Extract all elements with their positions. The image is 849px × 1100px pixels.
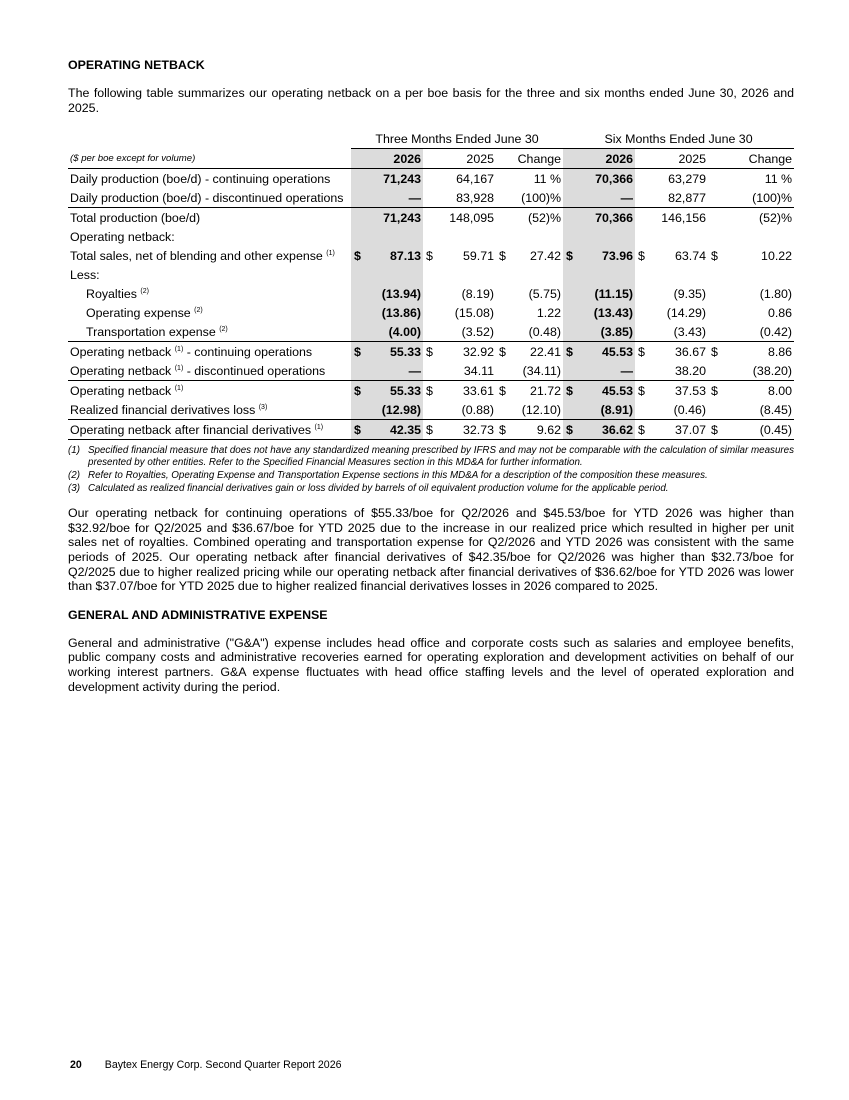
spacer-cell [708, 169, 721, 189]
cell-sch: (52)% [721, 208, 794, 228]
dollar-sign: $ [351, 381, 366, 401]
cell-sch: (1.80) [759, 286, 793, 301]
spacer-cell [635, 208, 648, 228]
cell-sch: 8.00 [721, 381, 794, 401]
col-2026-six: 2026 [578, 149, 635, 169]
cell-tch: (34.11) [522, 363, 562, 378]
table-row [68, 284, 794, 303]
cell-t25: 59.71 [462, 248, 494, 263]
cell-t26: 55.33 [366, 342, 423, 362]
spacer-cell [423, 322, 436, 342]
cell-tch: 11 % [533, 171, 562, 186]
spacer-cell [496, 400, 509, 420]
cell-tch: (100)% [521, 190, 562, 205]
dollar-sign: $ [563, 342, 578, 362]
spacer-cell [635, 265, 648, 284]
spacer-cell [563, 284, 578, 303]
dollar-sign: $ [426, 248, 433, 263]
spacer-cell [708, 322, 721, 342]
table-row [68, 227, 794, 246]
table-row [68, 381, 794, 401]
cell-tch: (52)% [509, 208, 563, 228]
cell-tch: 27.42 [530, 248, 562, 263]
col-2025-six: 2025 [648, 149, 708, 169]
dollar-sign: $ [635, 420, 648, 440]
cell-t26: (4.00) [366, 322, 423, 342]
cell-t26: 71,243 [366, 169, 423, 189]
row-label: Daily production (boe/d) - discontinued operations [70, 190, 344, 205]
table-row [68, 246, 794, 265]
dollar-sign: $ [563, 246, 578, 265]
footnote-number: (1) [68, 445, 80, 457]
spacer-cell [496, 303, 509, 322]
cell-tch: (5.75) [528, 286, 562, 301]
cell-t25: (0.88) [461, 402, 494, 417]
spacer-cell [351, 322, 366, 342]
dollar-sign: $ [351, 342, 366, 362]
cell-s25: 37.53 [648, 381, 708, 401]
footnote [68, 445, 794, 469]
spacer-cell [496, 322, 509, 342]
table-row [68, 169, 794, 189]
cell-sch: (38.20) [752, 363, 793, 378]
cell-s26: 45.53 [578, 342, 635, 362]
dollar-sign: $ [635, 381, 648, 401]
spacer-cell [563, 361, 578, 381]
cell-t25: (3.52) [436, 322, 496, 342]
spacer-cell [635, 188, 648, 208]
cell-sch: (0.45) [721, 420, 794, 440]
row-label: Realized financial derivatives loss $^{(3)}$ [70, 402, 268, 417]
section-heading-ga-expense: GENERAL AND ADMINISTRATIVE EXPENSE [68, 607, 328, 622]
dollar-sign: $ [351, 420, 366, 440]
cell-s25: 38.20 [675, 363, 707, 378]
spacer-cell [351, 227, 366, 246]
spacer-cell [423, 188, 436, 208]
dollar-sign: $ [563, 420, 578, 440]
cell-sch: (8.45) [759, 402, 793, 417]
spacer-cell [423, 169, 436, 189]
spacer-cell [708, 227, 721, 246]
table-row [68, 208, 794, 228]
spacer-cell [563, 208, 578, 228]
operating-netback-table [68, 129, 794, 440]
page-footer [70, 1059, 341, 1071]
col-change-six: Change [721, 149, 794, 169]
row-label: Operating netback $^{(1)}$ [68, 381, 351, 401]
cell-s26: (3.85) [578, 322, 635, 342]
spacer-cell [496, 208, 509, 228]
cell-t25: (8.19) [461, 286, 494, 301]
cell-s26: 70,366 [578, 169, 635, 189]
spacer-cell [635, 361, 648, 381]
spacer-cell [635, 322, 648, 342]
cell-tch: 1.22 [536, 305, 562, 320]
cell-t26 [366, 265, 423, 284]
cell-sch [721, 265, 794, 284]
dollar-sign: $ [496, 381, 509, 401]
dollar-sign: $ [423, 381, 436, 401]
cell-t26: (13.86) [366, 303, 423, 322]
spacer-cell [708, 265, 721, 284]
cell-tch: 22.41 [509, 342, 563, 362]
cell-tch: (0.48) [509, 322, 563, 342]
footnote-text: Specified financial measure that does not have any standardized meaning prescribed by IFRS and may not be comparable with the calculation of similar measures presented by other entities. Refer to the Specified Financial Measures section in this MD&A for further information. [88, 445, 794, 469]
cell-s25: (14.29) [666, 305, 707, 320]
unit-label: ($ per boe except for volume) [68, 149, 351, 169]
cell-sch: 11 % [764, 171, 793, 186]
cell-s26: — [578, 361, 635, 381]
row-label: Total sales, net of blending and other expense $^{(1)}$ [70, 248, 335, 263]
spacer-cell [635, 303, 648, 322]
cell-tch: 9.62 [509, 420, 563, 440]
cell-s26: 70,366 [578, 208, 635, 228]
footnote-number: (2) [68, 470, 80, 482]
spacer-cell [708, 303, 721, 322]
cell-t25: 34.11 [463, 363, 494, 378]
spacer-cell [708, 208, 721, 228]
cell-s26: (11.15) [578, 284, 635, 303]
cell-s25 [648, 227, 708, 246]
dollar-sign: $ [708, 420, 721, 440]
spacer-cell [496, 227, 509, 246]
cell-sch: (0.42) [721, 322, 794, 342]
row-label: Operating netback $^{(1)}$ - discontinued operations [70, 363, 326, 378]
spacer-cell [708, 188, 721, 208]
cell-tch [509, 265, 563, 284]
footnote-number: (3) [68, 483, 80, 495]
cell-s26: 36.62 [578, 420, 635, 440]
spacer-cell [563, 169, 578, 189]
spacer-cell [423, 400, 436, 420]
spacer-cell [496, 284, 509, 303]
row-label: Transportation expense $^{(2)}$ [68, 322, 351, 342]
spacer-cell [563, 322, 578, 342]
cell-s26 [578, 265, 635, 284]
spacer-cell [423, 265, 436, 284]
ga-expense-paragraph: General and administrative ("G&A") expense includes head office and corporate costs such as salaries and employee benefits, public company costs and administrative recoveries earned for operating exploration and development activities on behalf of our working interest partners. G&A expense fluctuates with head office staffing levels and the level of operated exploration and development activity during the period. [68, 635, 794, 694]
cell-s25: 146,156 [648, 208, 708, 228]
spacer-cell [351, 361, 366, 381]
cell-t25: 83,928 [456, 190, 494, 205]
spacer-cell [423, 361, 436, 381]
row-label: Operating netback: [70, 229, 175, 244]
spacer-cell [563, 227, 578, 246]
table-row [68, 400, 794, 420]
spacer-cell [351, 400, 366, 420]
cell-t26: (12.98) [366, 400, 423, 420]
spacer-cell [708, 361, 721, 381]
document-page [68, 58, 794, 694]
dollar-sign: $ [638, 248, 645, 263]
cell-t26: 71,243 [366, 208, 423, 228]
dollar-sign: $ [708, 342, 721, 362]
table-row [68, 361, 794, 381]
spacer-cell [351, 284, 366, 303]
spacer-cell [708, 400, 721, 420]
spacer-cell [496, 188, 509, 208]
cell-s26: (8.91) [578, 400, 635, 420]
spacer-cell [635, 400, 648, 420]
report-title: Baytex Energy Corp. Second Quarter Report 2026 [104, 1059, 342, 1071]
row-label: Royalties $^{(2)}$ [86, 286, 149, 301]
cell-s25: 36.67 [648, 342, 708, 362]
spacer-cell [351, 303, 366, 322]
cell-t25: (15.08) [454, 305, 494, 320]
col-change-three: Change [509, 149, 563, 169]
row-label: Less: [70, 267, 100, 282]
spacer-cell [563, 303, 578, 322]
footnote [68, 470, 794, 482]
cell-t25: 148,095 [436, 208, 496, 228]
row-label: Operating expense $^{(2)}$ [86, 305, 203, 320]
cell-t26: — [366, 188, 423, 208]
cell-tch: (12.10) [521, 402, 562, 417]
spacer-cell [563, 265, 578, 284]
footnote [68, 483, 794, 495]
dollar-sign: $ [563, 381, 578, 401]
spacer-cell [563, 400, 578, 420]
cell-s25: 63.74 [675, 248, 707, 263]
cell-tch: 21.72 [509, 381, 563, 401]
cell-t26: — [366, 361, 423, 381]
cell-t26: 42.35 [366, 420, 423, 440]
cell-t25 [436, 227, 496, 246]
spacer-cell [351, 265, 366, 284]
cell-sch: 0.86 [767, 305, 793, 320]
dollar-sign: $ [496, 420, 509, 440]
column-group-header-row [68, 129, 794, 149]
dollar-sign: $ [711, 248, 718, 263]
spacer-cell [423, 303, 436, 322]
cell-s26 [578, 227, 635, 246]
cell-s25: 82,877 [668, 190, 707, 205]
cell-t25: 64,167 [456, 171, 494, 186]
table-row [68, 342, 794, 362]
table-row [68, 188, 794, 208]
page-number: 20 [70, 1059, 82, 1071]
cell-t25: 33.61 [436, 381, 496, 401]
spacer-cell [708, 284, 721, 303]
dollar-sign: $ [499, 248, 506, 263]
footnote-text: Refer to Royalties, Operating Expense and Transportation Expense sections in this MD&A for a description of the composition these measures. [88, 470, 708, 482]
spacer-cell [563, 188, 578, 208]
cell-s25 [648, 265, 708, 284]
row-label: Operating netback after financial derivatives $^{(1)}$ [68, 420, 351, 440]
table-row [68, 265, 794, 284]
cell-s25: (0.46) [673, 402, 707, 417]
dollar-sign: $ [423, 342, 436, 362]
col-2026-three: 2026 [366, 149, 423, 169]
cell-s26: (13.43) [578, 303, 635, 322]
cell-sch [721, 227, 794, 246]
section-heading-operating-netback: OPERATING NETBACK [68, 58, 205, 72]
cell-s25: 63,279 [668, 171, 707, 186]
table-row [68, 303, 794, 322]
row-label: Operating netback $^{(1)}$ - continuing operations [68, 342, 351, 362]
spacer-cell [496, 169, 509, 189]
spacer-cell [423, 208, 436, 228]
cell-s25: (3.43) [648, 322, 708, 342]
cell-sch: 8.86 [721, 342, 794, 362]
dollar-sign: $ [351, 246, 366, 265]
spacer-cell [635, 227, 648, 246]
footnote-text: Calculated as realized financial derivatives gain or loss divided by barrels of oil equivalent production volume for the applicable period. [88, 483, 669, 495]
row-label: Total production (boe/d) [68, 208, 351, 228]
cell-s26: — [578, 188, 635, 208]
cell-s26: 45.53 [578, 381, 635, 401]
spacer-cell [635, 169, 648, 189]
spacer-cell [423, 227, 436, 246]
dollar-sign: $ [708, 381, 721, 401]
cell-t25: 32.92 [436, 342, 496, 362]
spacer-cell [351, 169, 366, 189]
netback-discussion-paragraph: Our operating netback for continuing operations of $55.33/boe for Q2/2026 and $45.53/boe for YTD 2026 was higher than $32.92/boe for Q2/2025 and $36.67/boe for YTD 2025 due to the increase in our realized price which resulted in higher per unit sales net of royalties. Combined operating and transportation expense for Q2/2026 and YTD 2026 was consistent with the same periods of 2025. Our operating netback after financial derivatives of $42.35/boe for Q2/2026 was higher than $32.73/boe for Q2/2025 due to higher realized pricing while our operating netback after financial derivatives of $36.62/boe for YTD 2026 was lower than $37.07/boe for YTD 2025 due to higher realized financial derivatives losses in 2026 compared to 2025. [68, 506, 794, 594]
intro-paragraph: The following table summarizes our operating netback on a per boe basis for the three and six months ended June 30, 2026 and 2025. [68, 86, 794, 115]
cell-tch [509, 227, 563, 246]
dollar-sign: $ [423, 420, 436, 440]
group-three-months: Three Months Ended June 30 [351, 129, 563, 149]
column-header-row [68, 149, 794, 169]
cell-t26: (13.94) [366, 284, 423, 303]
dollar-sign: $ [496, 342, 509, 362]
cell-t25 [436, 265, 496, 284]
dollar-sign: $ [635, 342, 648, 362]
cell-s26: 73.96 [578, 246, 635, 265]
row-label: Daily production (boe/d) - continuing operations [70, 171, 331, 186]
spacer-cell [351, 188, 366, 208]
spacer-cell [635, 284, 648, 303]
table-row [68, 322, 794, 342]
table-row [68, 420, 794, 440]
spacer-cell [496, 361, 509, 381]
cell-t26: 55.33 [366, 381, 423, 401]
cell-t26 [366, 227, 423, 246]
footnotes [68, 445, 794, 495]
cell-t26: 87.13 [366, 246, 423, 265]
cell-t25: 32.73 [436, 420, 496, 440]
spacer-cell [496, 265, 509, 284]
col-2025-three: 2025 [436, 149, 496, 169]
cell-sch: 10.22 [761, 248, 793, 263]
spacer-cell [423, 284, 436, 303]
group-six-months: Six Months Ended June 30 [563, 129, 794, 149]
cell-s25: (9.35) [673, 286, 707, 301]
cell-s25: 37.07 [648, 420, 708, 440]
cell-sch: (100)% [752, 190, 793, 205]
spacer-cell [351, 208, 366, 228]
